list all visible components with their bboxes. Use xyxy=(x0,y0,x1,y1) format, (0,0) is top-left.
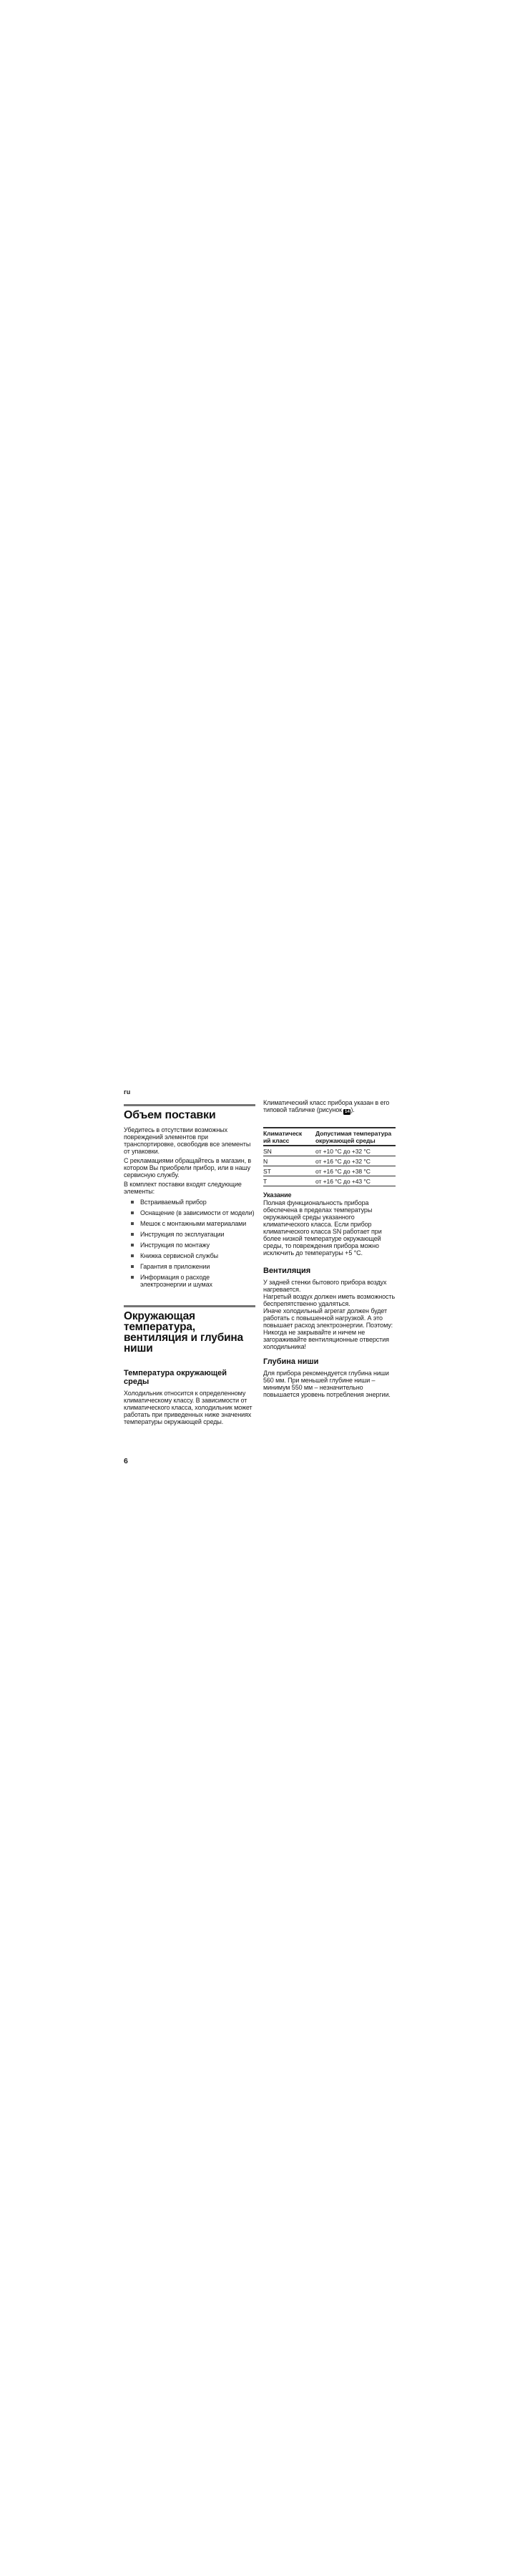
ventilation-paragraph: Нагретый воздух должен иметь возможность беспрепятственно удаляться. xyxy=(263,1293,396,1307)
right-column xyxy=(263,1099,398,1398)
section-title-scope-of-delivery: Объем поставки xyxy=(124,1109,216,1121)
list-item xyxy=(124,1231,255,1238)
list-item xyxy=(124,1199,255,1206)
climate-class-cell: SN xyxy=(263,1148,272,1155)
column-header-climate-class xyxy=(263,1128,315,1146)
list-item-label: Книжка сервисной службы xyxy=(140,1252,219,1259)
climate-class-intro xyxy=(263,1099,398,1115)
bullet-square-icon xyxy=(131,1276,134,1279)
header-line: ий класс xyxy=(263,1137,290,1144)
climate-intro-text: Климатический класс прибора указан в его типовой табличке (рисунок xyxy=(263,1099,390,1113)
list-item-label: Инструкция по эксплуатации xyxy=(140,1231,225,1238)
scope-list-intro: В комплект поставки входят следующие элементы: xyxy=(124,1181,242,1195)
subsection-title-niche-depth: Глубина ниши xyxy=(263,1357,319,1366)
list-item xyxy=(124,1220,255,1227)
figure-reference-badge: 14 xyxy=(344,1109,350,1114)
bullet-square-icon xyxy=(131,1265,134,1268)
list-item xyxy=(124,1241,255,1249)
header-line: Климатическ xyxy=(263,1130,303,1137)
temperature-range-cell: от +16 °C до +38 °C xyxy=(315,1168,371,1175)
bullet-square-icon xyxy=(131,1201,134,1204)
scope-paragraph-2: С рекламациями обращайтесь в магазин, в котором Вы приобрели прибор, или в нашу сервисную службу. xyxy=(124,1157,252,1179)
list-item-label: Инструкция по монтажу xyxy=(140,1241,210,1249)
ventilation-paragraph: У задней стенки бытового прибора воздух нагревается. xyxy=(263,1279,387,1293)
bullet-square-icon xyxy=(131,1211,134,1214)
table-row xyxy=(263,1176,396,1186)
list-item xyxy=(124,1274,255,1288)
ambient-temperature-paragraph: Холодильник относится к определенному климатическому классу. В зависимости от климатического класса, холодильник может работать при приведенных ниже значениях температуры окружающей среды. xyxy=(124,1390,252,1425)
table-header-row xyxy=(263,1128,396,1146)
list-item-label: Информация о расходе электроэнергии и шумах xyxy=(140,1274,212,1288)
table-row xyxy=(263,1146,396,1156)
ventilation-paragraph: Иначе холодильный агрегат должен будет работать с повышенной нагрузкой. А это повышает расход электроэнергии. Поэтому: Никогда не закрывайте и ничем не загораживайте вентиляционные отверстия холодильника! xyxy=(263,1307,393,1350)
note-paragraph: Полная функциональность прибора обеспечена в пределах температуры окружающей среды указанного климатического класса. Если прибор климатического класса SN работает при более низкой температуре окружающей среды, то повреждения прибора можно исключить до температуры +5 °C. xyxy=(263,1199,382,1257)
list-item-label: Мешок с монтажными материалами xyxy=(140,1220,247,1227)
list-item-label: Оснащение (в зависимости от модели) xyxy=(140,1209,255,1216)
list-item xyxy=(124,1263,255,1270)
table-row xyxy=(263,1166,396,1176)
list-item xyxy=(124,1209,255,1216)
bullet-square-icon xyxy=(131,1244,134,1246)
subsection-title-ambient-temperature: Температура окружающей среды xyxy=(124,1369,227,1386)
bullet-square-icon xyxy=(131,1254,134,1257)
scope-paragraph-1: Убедитесь в отсутствии возможных повреждений элементов при транспортировке, освободив все элементы от упаковки. xyxy=(124,1126,251,1155)
language-tag: ru xyxy=(124,1088,131,1096)
section-divider-rule xyxy=(124,1305,255,1307)
left-column xyxy=(124,1088,255,1465)
temperature-range-cell: от +16 °C до +43 °C xyxy=(315,1178,371,1185)
note-label: Указание xyxy=(263,1191,292,1199)
climate-class-table xyxy=(263,1127,396,1186)
section-divider-rule xyxy=(124,1104,255,1106)
temperature-range-cell: от +10 °C до +32 °C xyxy=(315,1148,371,1155)
temperature-range-cell: от +16 °C до +32 °C xyxy=(315,1158,371,1165)
header-line: окружающей среды xyxy=(315,1137,376,1144)
list-item-label: Встраиваемый прибор xyxy=(140,1199,207,1206)
bullet-square-icon xyxy=(131,1233,134,1236)
ventilation-paragraphs xyxy=(263,1279,398,1350)
page-number: 6 xyxy=(124,1457,128,1465)
climate-class-cell: N xyxy=(263,1158,268,1165)
subsection-title-ventilation: Вентиляция xyxy=(263,1267,311,1275)
table-row xyxy=(263,1156,396,1166)
header-line: Допустимая температура xyxy=(315,1130,392,1137)
bullet-square-icon xyxy=(131,1222,134,1225)
climate-class-cell: ST xyxy=(263,1168,271,1175)
section-title-ambient: Окружающая температура, вентиляция и глубина ниши xyxy=(124,1310,243,1355)
list-item xyxy=(124,1252,255,1259)
climate-intro-text-end: ). xyxy=(350,1106,355,1113)
climate-class-cell: T xyxy=(263,1178,268,1185)
supply-items-list xyxy=(124,1199,255,1288)
niche-depth-paragraph: Для прибора рекомендуется глубина ниши 560 мм. При меньшей глубине ниши – минимум 550 мм – незначительно повышается уровень потребления энергии. xyxy=(263,1370,391,1398)
list-item-label: Гарантия в приложении xyxy=(140,1263,210,1270)
column-header-allowed-temperature xyxy=(315,1128,396,1146)
